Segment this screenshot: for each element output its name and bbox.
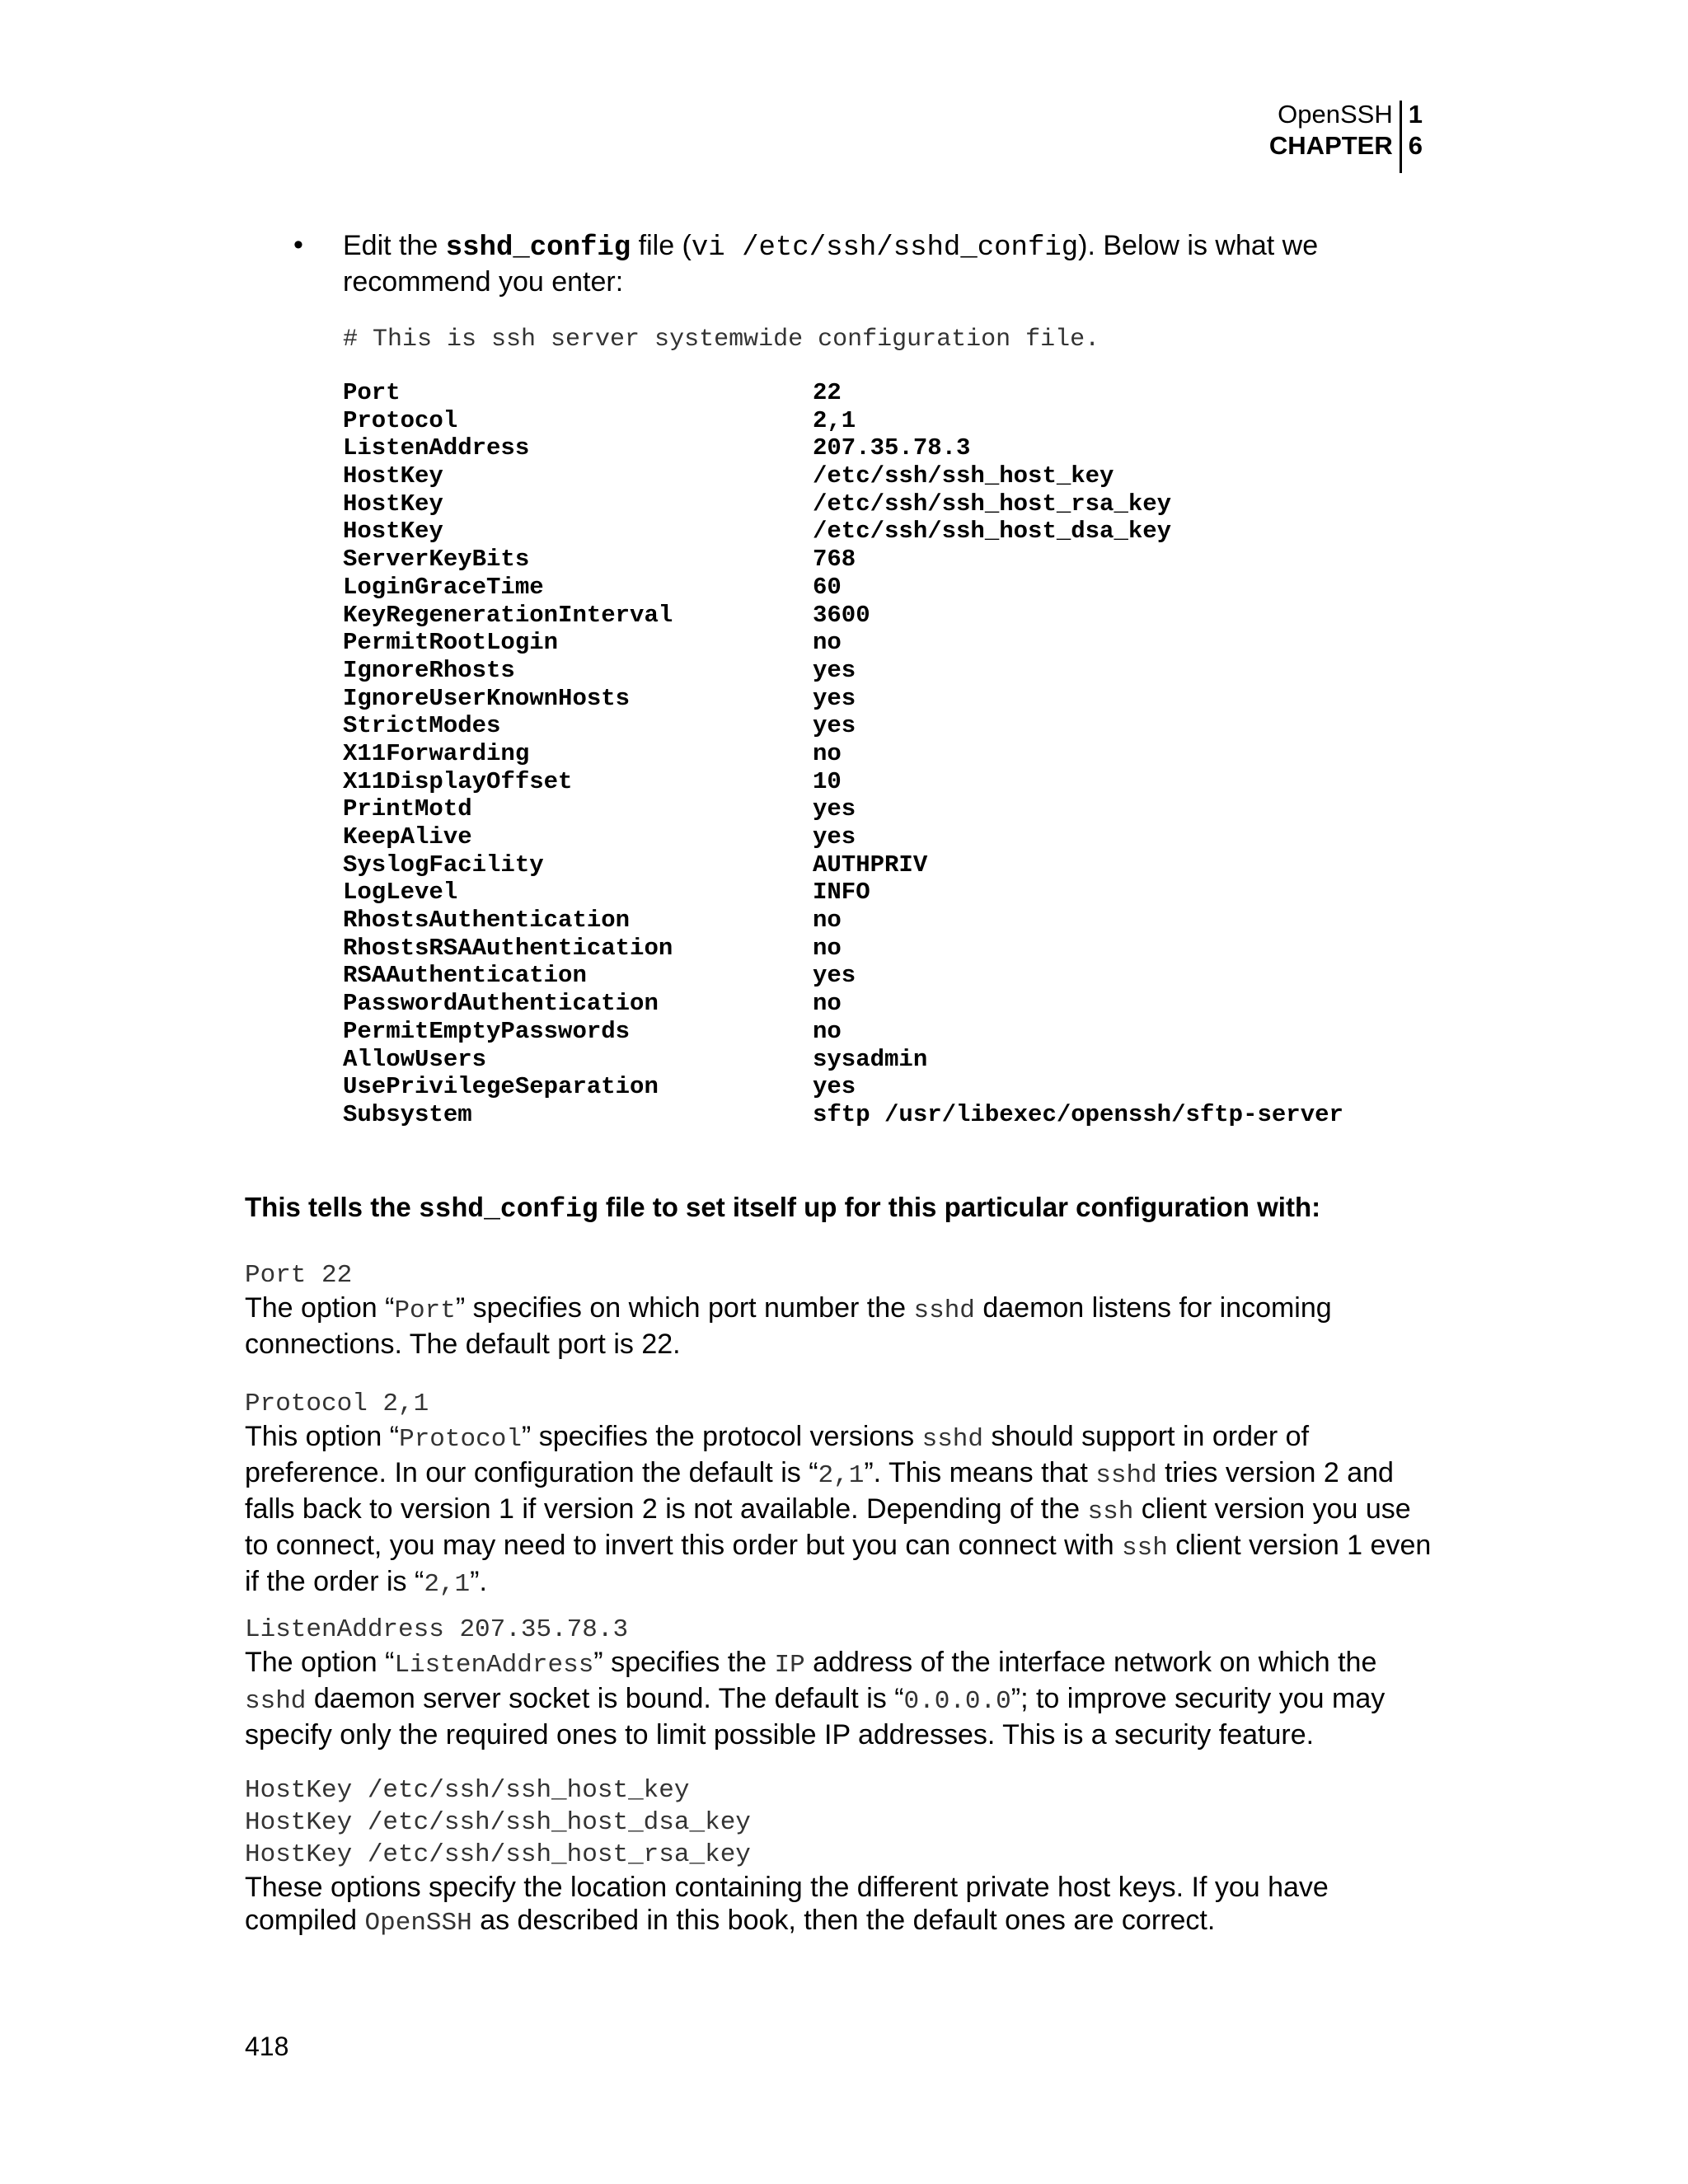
- config-key: KeyRegenerationInterval: [343, 601, 673, 629]
- heading-code: sshd_config: [418, 1194, 598, 1225]
- config-value: sysadmin: [813, 1045, 928, 1073]
- page-number: 418: [245, 2032, 289, 2061]
- option-listen-description: [245, 1646, 1432, 1751]
- header-chapter-label: CHAPTER: [1268, 131, 1393, 160]
- desc-code: ssh: [1087, 1497, 1134, 1526]
- header-labels: [1269, 99, 1400, 173]
- config-key: X11Forwarding: [343, 739, 530, 767]
- option-port: [245, 1259, 1432, 1361]
- config-key: RSAAuthentication: [343, 962, 587, 990]
- config-value: 2,1: [813, 406, 856, 434]
- config-value: 3600: [813, 601, 870, 629]
- desc-code: 2,1: [424, 1570, 471, 1599]
- heading-text-1: This tells the: [245, 1192, 419, 1222]
- config-value: yes: [813, 823, 856, 851]
- config-key: ListenAddress: [343, 434, 530, 462]
- desc-text: daemon server socket is bound. The default is “: [306, 1683, 904, 1714]
- desc-code: ssh: [1122, 1534, 1168, 1563]
- config-key: IgnoreUserKnownHosts: [343, 684, 631, 712]
- option-hostkey-code-1: HostKey /etc/ssh/ssh_host_key: [245, 1776, 690, 1805]
- config-key: Protocol: [343, 406, 458, 434]
- config-value: /etc/ssh/ssh_host_dsa_key: [813, 518, 1172, 546]
- config-comment: # This is ssh server systemwide configuration file.: [343, 326, 1100, 354]
- option-protocol-description: [245, 1420, 1432, 1601]
- config-key: Port: [343, 379, 401, 406]
- config-key: LogLevel: [343, 879, 458, 907]
- desc-code: Port: [394, 1296, 456, 1325]
- config-key: HostKey: [343, 490, 443, 518]
- config-value: AUTHPRIV: [813, 851, 928, 879]
- config-key: HostKey: [343, 462, 443, 490]
- desc-code: sshd: [913, 1296, 975, 1325]
- config-value: /etc/ssh/ssh_host_key: [813, 462, 1114, 490]
- desc-text: ”; to improve security you may specify only the required ones to limit possible IP addresses. This is a security feature.: [245, 1683, 1386, 1750]
- config-value: 207.35.78.3: [813, 434, 971, 462]
- desc-text: address of the interface network on which the: [804, 1647, 1377, 1678]
- config-value: no: [813, 629, 842, 657]
- config-key: HostKey: [343, 518, 443, 546]
- config-value: 10: [813, 767, 842, 795]
- header-chapter-number: 6: [1408, 131, 1423, 160]
- heading-text-2: file to set itself up for this particular configuration with:: [598, 1192, 1321, 1222]
- config-value: /etc/ssh/ssh_host_rsa_key: [813, 490, 1172, 518]
- option-hostkey-code-2: HostKey /etc/ssh/ssh_host_dsa_key: [245, 1808, 751, 1837]
- section-heading: [245, 1192, 1320, 1225]
- desc-code: Protocol: [399, 1425, 522, 1454]
- config-key: Subsystem: [343, 1100, 472, 1128]
- option-hostkey-code-3: HostKey /etc/ssh/ssh_host_rsa_key: [245, 1840, 751, 1869]
- desc-text: ” specifies the protocol versions: [521, 1421, 922, 1452]
- desc-code: 2,1: [818, 1461, 865, 1490]
- config-key: KeepAlive: [343, 823, 472, 851]
- desc-text: ”.: [470, 1566, 487, 1597]
- intro-text-3: ). Below is what we recommend you enter:: [343, 230, 1319, 298]
- desc-code: sshd: [245, 1687, 307, 1716]
- desc-code: OpenSSH: [364, 1909, 472, 1938]
- config-value: 22: [813, 379, 842, 406]
- config-value: no: [813, 934, 842, 962]
- desc-text: ” specifies on which port number the: [455, 1292, 914, 1324]
- option-port-code: Port 22: [245, 1261, 353, 1290]
- config-key: RhostsAuthentication: [343, 907, 631, 935]
- intro-text-1: Edit the: [343, 230, 446, 261]
- header-title: OpenSSH: [1278, 100, 1393, 129]
- desc-text: as described in this book, then the default ones are correct.: [471, 1905, 1216, 1936]
- header-part-number: 1: [1408, 100, 1423, 129]
- config-value: no: [813, 990, 842, 1018]
- config-value: 60: [813, 573, 842, 601]
- desc-text: tries version 2 and falls back to version 1 if version 2 is not available. Depending of the: [245, 1457, 1394, 1525]
- option-listen-address: [245, 1614, 1432, 1751]
- config-key: ServerKeyBits: [343, 546, 530, 574]
- option-hostkey-description: [245, 1871, 1432, 1940]
- option-listen-code: ListenAddress 207.35.78.3: [245, 1615, 629, 1644]
- config-key: LoginGraceTime: [343, 573, 544, 601]
- page-header: [1269, 99, 1423, 173]
- desc-code: sshd: [921, 1425, 984, 1454]
- desc-text: ” specifies the: [593, 1647, 775, 1678]
- config-key: PasswordAuthentication: [343, 990, 659, 1018]
- desc-text: client version 1 even if the order is “: [245, 1530, 1432, 1597]
- desc-text: ”. This means that: [864, 1457, 1096, 1488]
- config-key: RhostsRSAAuthentication: [343, 934, 673, 962]
- desc-text: The option “: [245, 1292, 395, 1324]
- config-value: yes: [813, 684, 856, 712]
- header-numbers: [1402, 99, 1423, 173]
- desc-text: These options specify the location containing the different private host keys. If you have compiled: [245, 1872, 1329, 1936]
- option-protocol-code: Protocol 2,1: [245, 1390, 429, 1418]
- intro-file: sshd_config: [445, 232, 631, 264]
- option-hostkey: [245, 1774, 1432, 1940]
- config-value: yes: [813, 1073, 856, 1101]
- config-value: INFO: [813, 879, 870, 907]
- config-key: PermitRootLogin: [343, 629, 559, 657]
- config-value: yes: [813, 656, 856, 684]
- config-key: SyslogFacility: [343, 851, 544, 879]
- config-value: no: [813, 907, 842, 935]
- config-value: 768: [813, 546, 856, 574]
- desc-code: sshd: [1095, 1461, 1157, 1490]
- config-value: no: [813, 1017, 842, 1045]
- desc-text: client version you use to connect, you may need to invert this order but you can connect with: [245, 1493, 1411, 1561]
- desc-text: should support in order of preference. In our configuration the default is “: [245, 1421, 1310, 1488]
- desc-text: This option “: [245, 1421, 400, 1452]
- config-key: PrintMotd: [343, 795, 472, 823]
- intro-paragraph: [343, 229, 1431, 299]
- config-value: yes: [813, 712, 856, 740]
- config-key: X11DisplayOffset: [343, 767, 573, 795]
- bullet-icon: •: [293, 229, 303, 260]
- config-key: PermitEmptyPasswords: [343, 1017, 631, 1045]
- desc-code: 0.0.0.0: [903, 1687, 1011, 1716]
- config-value: no: [813, 739, 842, 767]
- config-key: AllowUsers: [343, 1045, 487, 1073]
- desc-code: ListenAddress: [394, 1651, 594, 1680]
- config-value: sftp /usr/libexec/openssh/sftp-server: [813, 1100, 1343, 1128]
- desc-text: The option “: [245, 1647, 395, 1678]
- config-value: yes: [813, 962, 856, 990]
- desc-text: daemon listens for incoming connections. The default port is 22.: [245, 1292, 1332, 1360]
- config-value: yes: [813, 795, 856, 823]
- option-protocol: [245, 1388, 1432, 1601]
- desc-code: IP: [774, 1651, 805, 1680]
- option-port-description: [245, 1291, 1432, 1361]
- intro-command: vi /etc/ssh/sshd_config: [691, 232, 1079, 264]
- config-key: StrictModes: [343, 712, 501, 740]
- config-key: UsePrivilegeSeparation: [343, 1073, 659, 1101]
- intro-text-2: file (: [631, 230, 692, 261]
- config-key: IgnoreRhosts: [343, 656, 515, 684]
